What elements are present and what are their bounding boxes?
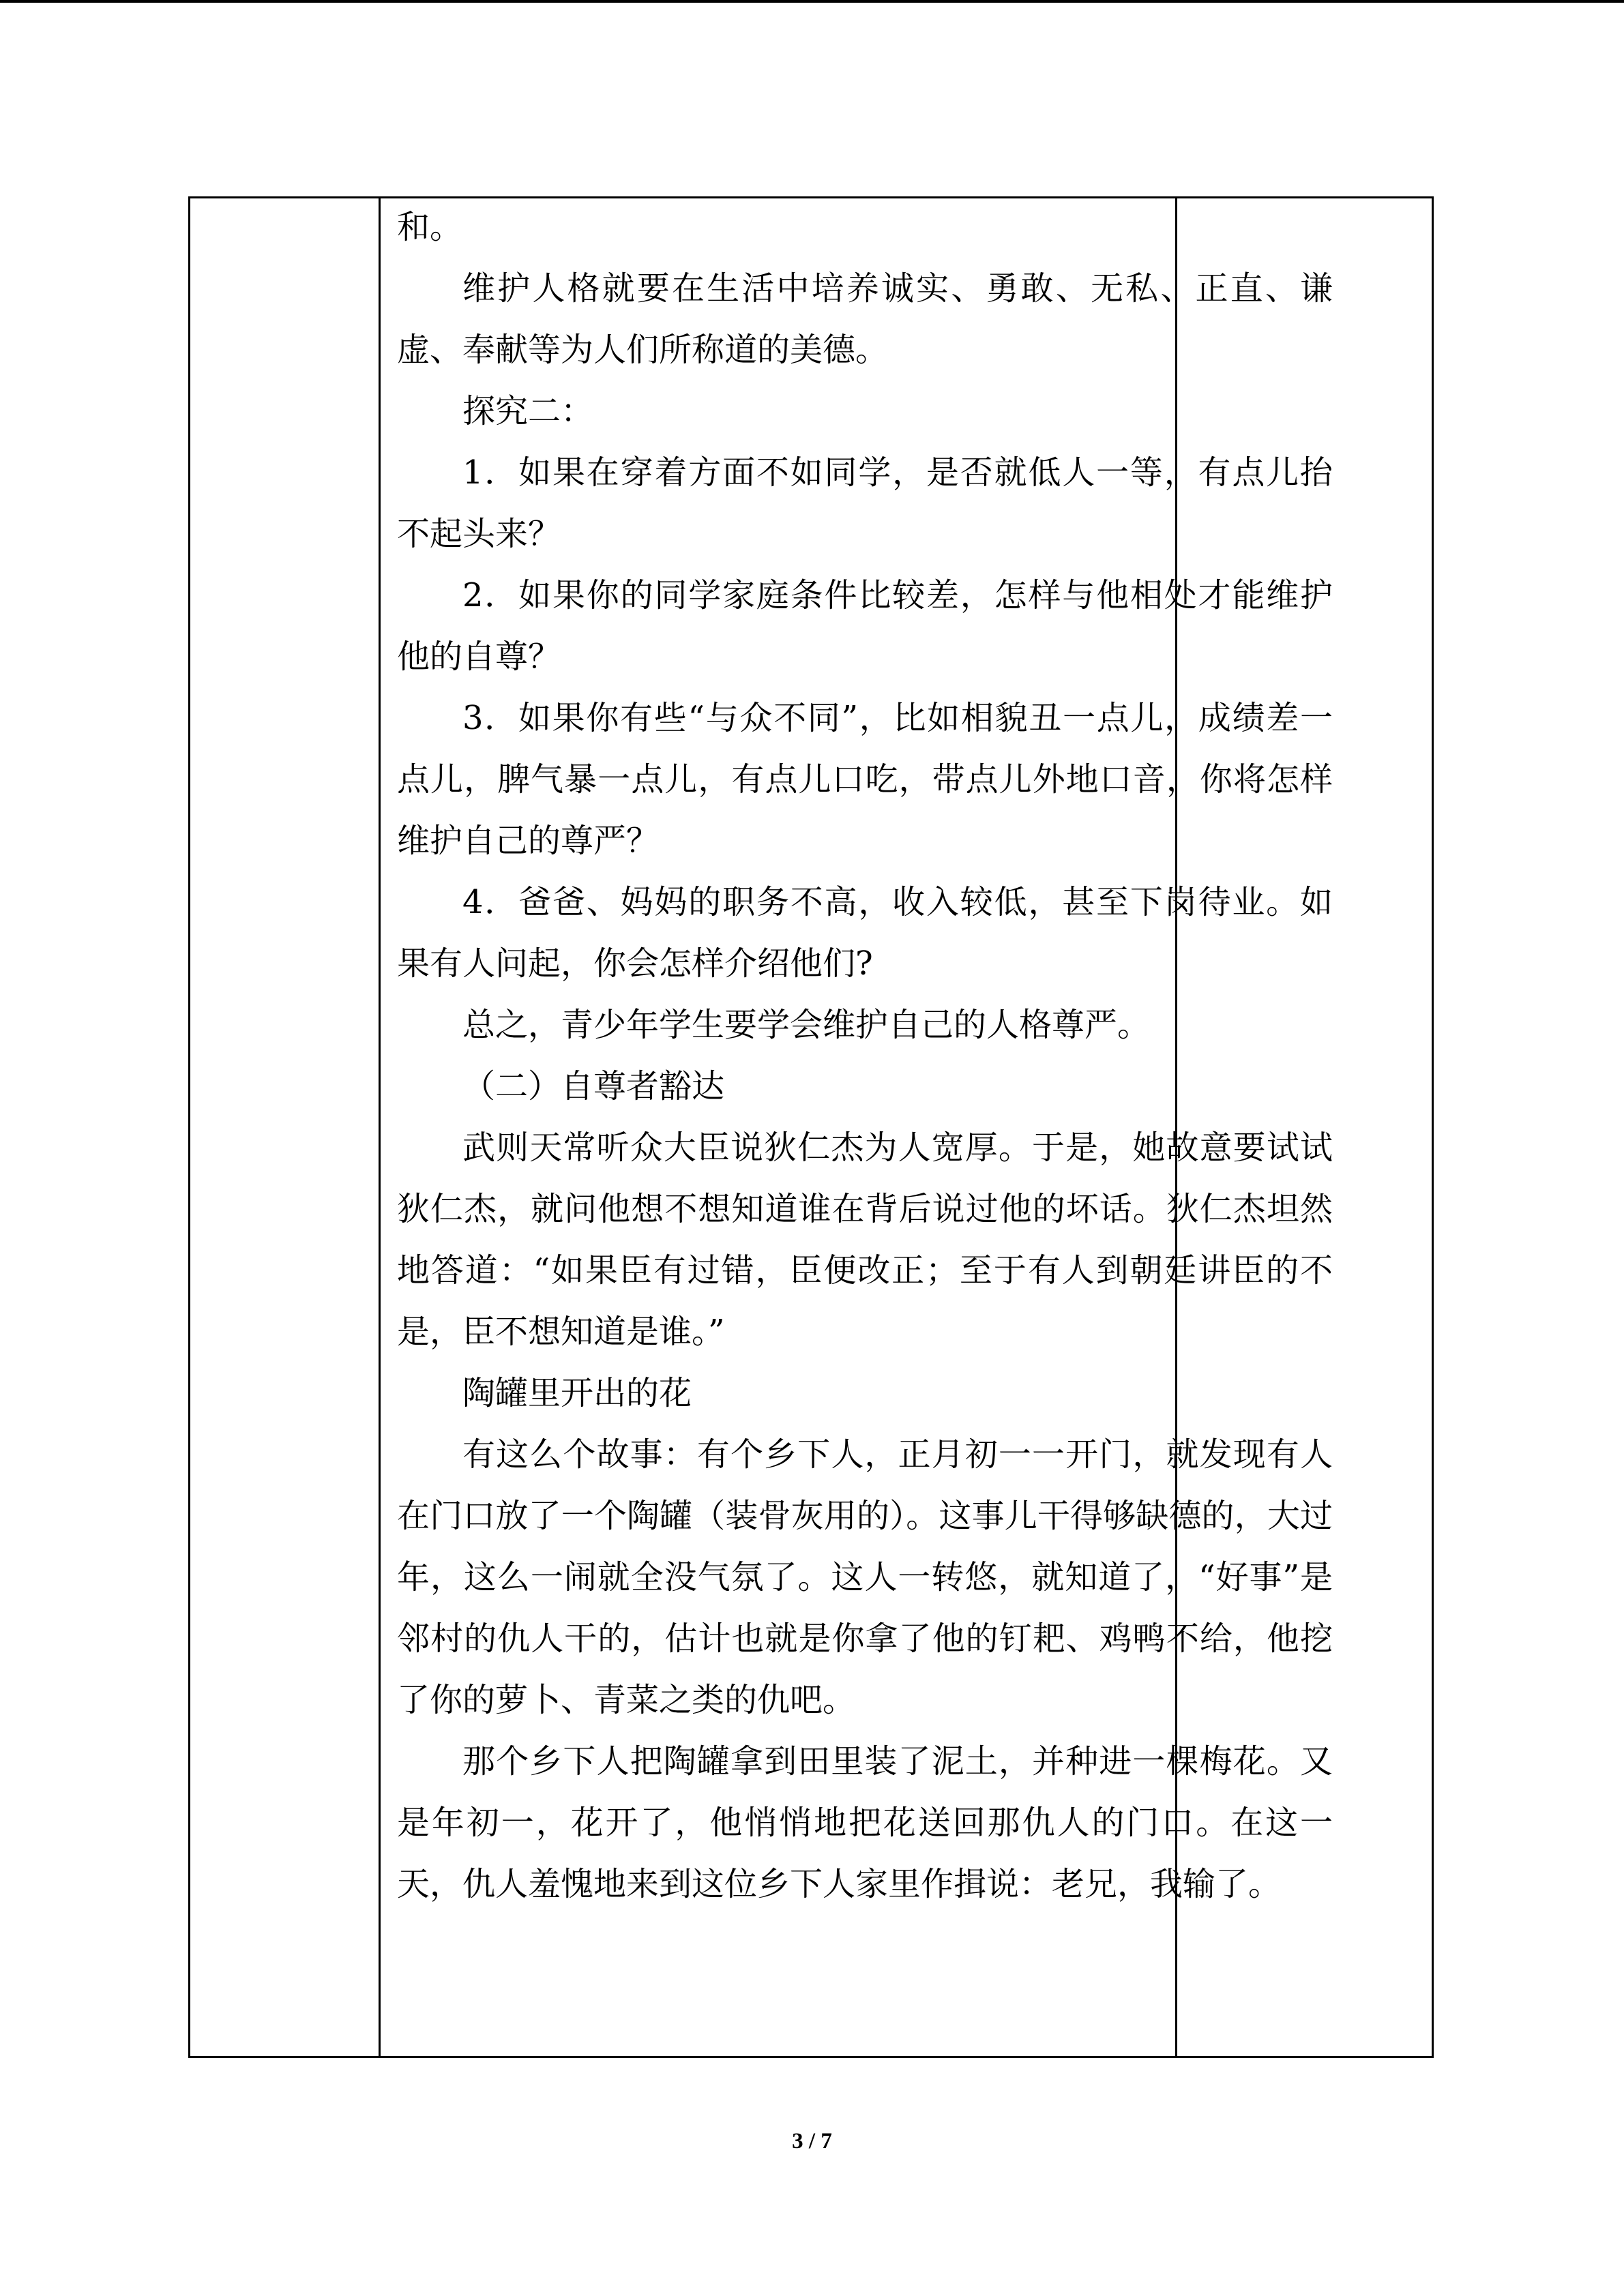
- story-paragraph: 有这么个故事：有个乡下人，正月初一一开门，就发现有人在门口放了一个陶罐（装骨灰用的）。这事儿干得够缺德的，大过年，这么一闹就全没气氛了。这人一转悠，就知道了，“好事”是邻村的仇人干的，估计也就是你拿了他的钉耙、鸡鸭不给，他挖了你的萝卜、青菜之类的仇吧。: [397, 1435, 1333, 1719]
- question-item: 3．如果你有些“与众不同”，比如相貌丑一点儿，成绩差一点儿，脾气暴一点儿，有点儿口吃，带点儿外地口音，你将怎样维护自己的尊严？: [397, 699, 1333, 860]
- story-paragraph: 武则天常听众大臣说狄仁杰为人宽厚。于是，她故意要试试狄仁杰，就问他想不想知道谁在背后说过他的坏话。狄仁杰坦然地答道：“如果臣有过错，臣便改正；至于有人到朝廷讲臣的不是，臣不想知道是谁。”: [397, 1129, 1333, 1351]
- table-column-divider-1: [379, 196, 381, 2058]
- section-heading: 探究二：: [462, 392, 594, 430]
- page-number: 3 / 7: [792, 2129, 832, 2153]
- lesson-content: [397, 196, 1333, 1915]
- story-title: 陶罐里开出的花: [462, 1374, 692, 1412]
- question-item: 2．如果你的同学家庭条件比较差，怎样与他相处才能维护他的自尊？: [397, 576, 1333, 676]
- table-left-border: [188, 196, 190, 2058]
- section-heading: （二）自尊者豁达: [462, 1067, 725, 1105]
- table-right-border: [1432, 196, 1434, 2058]
- table-bottom-border: [188, 2056, 1434, 2058]
- question-item: 1．如果在穿着方面不如同学，是否就低人一等，有点儿抬不起头来？: [397, 453, 1333, 553]
- page-top-border: [0, 0, 1624, 3]
- paragraph: 维护人格就要在生活中培养诚实、勇敢、无私、正直、谦虚、奉献等为人们所称道的美德。: [397, 269, 1333, 369]
- paragraph: 和。: [397, 208, 463, 246]
- paragraph: 总之，青少年学生要学会维护自己的人格尊严。: [462, 1006, 1151, 1044]
- story-paragraph: 那个乡下人把陶罐拿到田里装了泥土，并种进一棵梅花。又是年初一，花开了，他悄悄地把花送回那仇人的门口。在这一天，仇人羞愧地来到这位乡下人家里作揖说：老兄，我输了。: [397, 1742, 1333, 1903]
- lesson-table: [188, 196, 1434, 2058]
- question-item: 4．爸爸、妈妈的职务不高，收入较低，甚至下岗待业。如果有人问起，你会怎样介绍他们?: [397, 883, 1333, 983]
